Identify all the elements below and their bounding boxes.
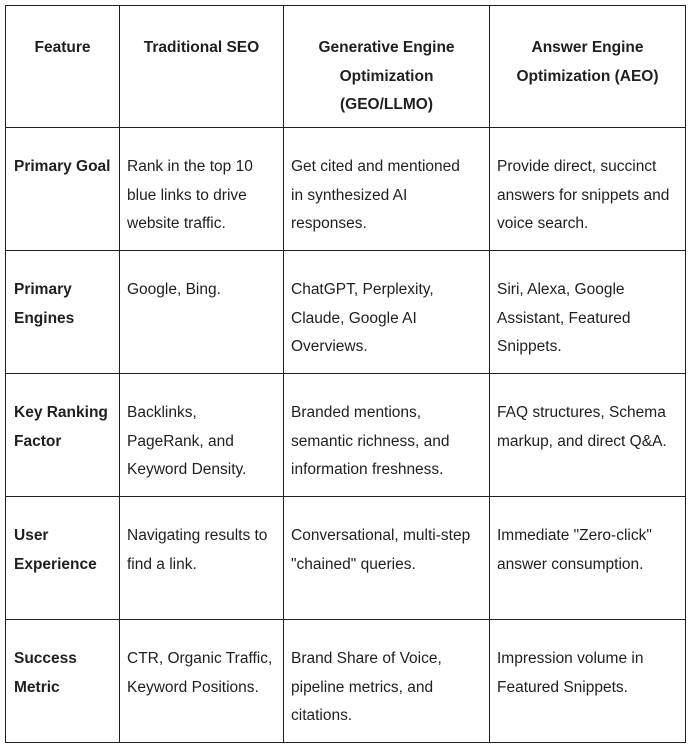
table-row	[6, 497, 686, 620]
table-row	[6, 620, 686, 743]
traditional-seo-cell: Google, Bing.	[120, 251, 284, 374]
header-geo: Generative Engine Optimization (GEO/LLMO)	[284, 6, 490, 128]
table-row	[6, 251, 686, 374]
table-row	[6, 128, 686, 251]
aeo-cell: Siri, Alexa, Google Assistant, Featured Snippets.	[490, 251, 686, 374]
traditional-seo-cell: Backlinks, PageRank, and Keyword Density.	[120, 374, 284, 497]
header-row	[6, 6, 686, 128]
aeo-cell: Impression volume in Featured Snippets.	[490, 620, 686, 743]
row-label: User Experience	[6, 497, 120, 620]
geo-cell: Branded mentions, semantic richness, and information freshness.	[284, 374, 490, 497]
aeo-cell: FAQ structures, Schema markup, and direct Q&A.	[490, 374, 686, 497]
row-label: Primary Goal	[6, 128, 120, 251]
aeo-cell: Immediate "Zero-click" answer consumption.	[490, 497, 686, 620]
header-traditional-seo: Traditional SEO	[120, 6, 284, 128]
geo-cell: Brand Share of Voice, pipeline metrics, and citations.	[284, 620, 490, 743]
header-aeo: Answer Engine Optimization (AEO)	[490, 6, 686, 128]
table-row	[6, 374, 686, 497]
row-label: Success Metric	[6, 620, 120, 743]
row-label: Primary Engines	[6, 251, 120, 374]
geo-cell: ChatGPT, Perplexity, Claude, Google AI Overviews.	[284, 251, 490, 374]
aeo-cell: Provide direct, succinct answers for snippets and voice search.	[490, 128, 686, 251]
geo-cell: Get cited and mentioned in synthesized AI responses.	[284, 128, 490, 251]
traditional-seo-cell: CTR, Organic Traffic, Keyword Positions.	[120, 620, 284, 743]
header-feature: Feature	[6, 6, 120, 128]
geo-cell: Conversational, multi-step "chained" queries.	[284, 497, 490, 620]
traditional-seo-cell: Navigating results to find a link.	[120, 497, 284, 620]
traditional-seo-cell: Rank in the top 10 blue links to drive website traffic.	[120, 128, 284, 251]
row-label: Key Ranking Factor	[6, 374, 120, 497]
comparison-table	[5, 5, 686, 743]
